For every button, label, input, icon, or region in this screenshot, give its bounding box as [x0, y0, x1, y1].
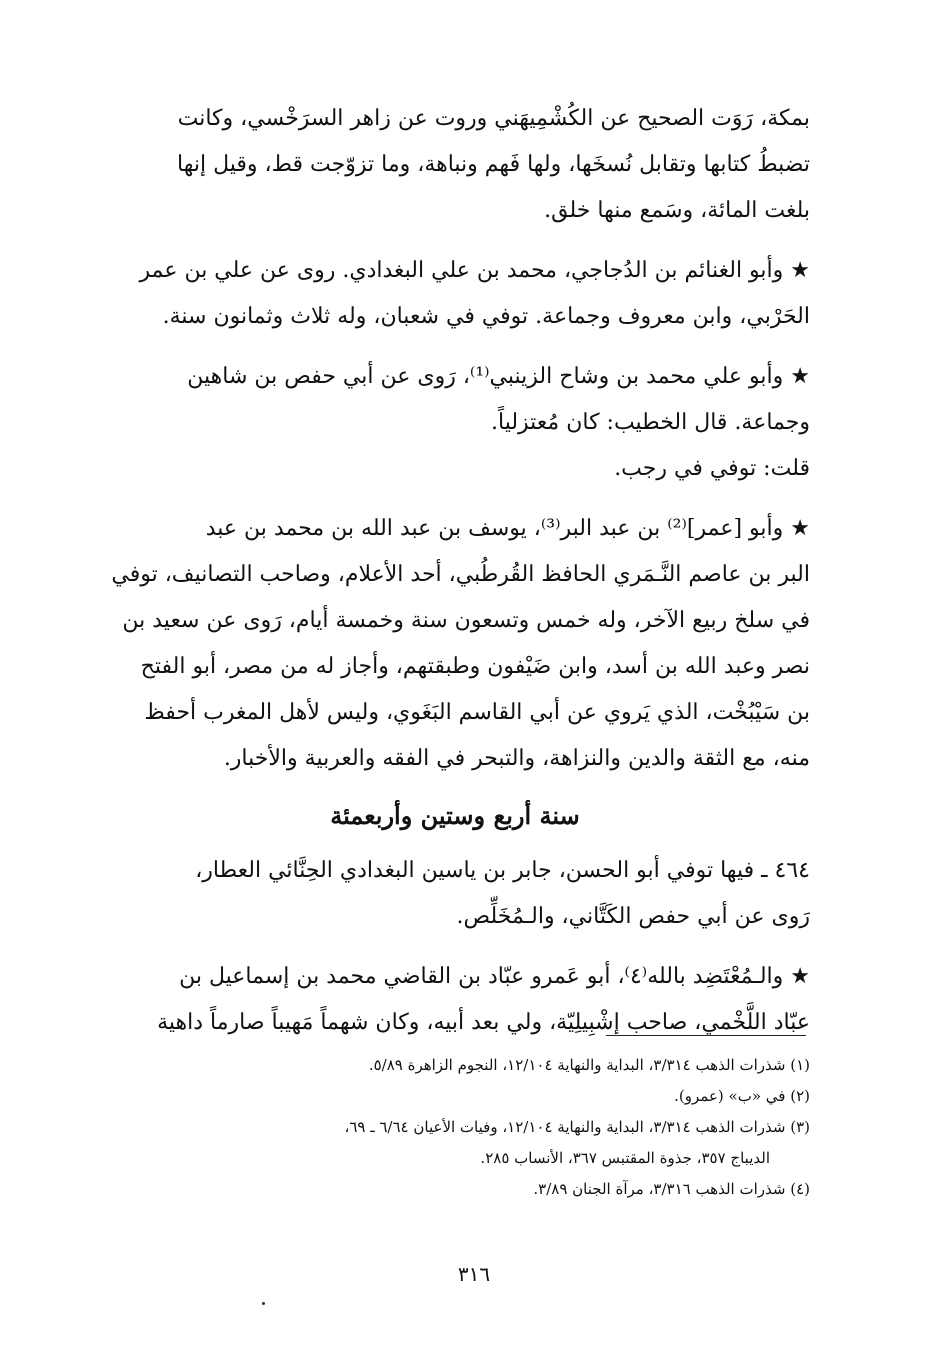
text-line: نصر وعبد الله بن أسد، وابن ضَيْفون وطبقتهم، وأجاز له من مصر، أبو الفتح [140, 654, 810, 679]
text-line: بلغت المائة، وسَمع منها خلق. [544, 198, 810, 223]
entry-paragraph-2 [100, 248, 810, 340]
text-line: عبّاد اللَّخْمي، صاحب إشْبِيلِيّة، ولي بعد أبيه، وكان شهماً مَهيباً صارماً داهية [157, 1010, 810, 1035]
footnote-4: (٤) شذرات الذهب ٣/٣١٦، مرآة الجنان ٣/٨٩. [533, 1180, 810, 1198]
section-heading: سنة أربع وستين وأربعمئة [330, 801, 580, 830]
text-line: ★ وأبو علي محمد بن وشاح الزينبي⁽¹⁾، رَوى عن أبي حفص بن شاهين [187, 364, 810, 389]
text-line: منه، مع الثقة والدين والنزاهة، والتبحر في الفقه والعربية والأخبار. [223, 746, 810, 771]
text-line: في سلخ ربيع الآخر، وله خمس وتسعون سنة وخمسة أيام، رَوى عن سعيد بن [122, 608, 810, 633]
text-line: ★ وأبو [عمر]⁽²⁾ بن عبد البر⁽³⁾، يوسف بن عبد الله بن محمد بن عبد [205, 516, 810, 541]
text-line: قلت: توفي في رجب. [614, 456, 810, 481]
footnote-1: (١) شذرات الذهب ٣/٣١٤، البداية والنهاية ١٢/١٠٤، النجوم الزاهرة ٥/٨٩. [368, 1056, 810, 1074]
text-line: بمكة، رَوَت الصحيح عن الكُشْمِيهَني وروت عن زاهر السرَخْسي، وكانت [177, 106, 810, 131]
page-body [100, 96, 810, 1060]
entry-paragraph-5 [100, 848, 810, 940]
entry-paragraph-1 [100, 96, 810, 234]
scan-speck [262, 1302, 265, 1305]
entry-paragraph-4 [100, 506, 810, 782]
text-line: ★ وأبو الغنائم بن الدُجاجي، محمد بن علي البغدادي. روى عن علي بن عمر [139, 258, 810, 283]
text-line: البر بن عاصم النَّـمَري الحافظ القُرطُبي، أحد الأعلام، وصاحب التصانيف، توفي [111, 562, 810, 587]
page-number: ٣١٦ [457, 1262, 491, 1286]
text-line: رَوى عن أبي حفص الكَتَّاني، والـمُخَلِّص. [456, 904, 810, 929]
footnote-divider [606, 1035, 806, 1036]
text-line: تضبطُ كتابها وتقابل نُسخَها، ولها فَهم ونباهة، وما تزوّجت قط، وقيل إنها [177, 152, 810, 177]
text-line: وجماعة. قال الخطيب: كان مُعتزلياً. [491, 410, 810, 435]
footnotes [110, 1050, 810, 1205]
footnote-3: (٣) شذرات الذهب ٣/٣١٤، البداية والنهاية ١٢/١٠٤، وفيات الأعيان ٦/٦٤ ـ ٦٩، [344, 1118, 810, 1136]
entry-paragraph-6 [100, 954, 810, 1046]
text-line: ٤٦٤ ـ فيها توفي أبو الحسن، جابر بن ياسين البغدادي الحِنَّائي العطار، [195, 858, 810, 883]
footnote-2: (٢) في «ب» (عمرو). [674, 1087, 810, 1105]
footnote-3-continued: الديباج ٣٥٧، جذوة المقتبس ٣٦٧، الأنساب ٢٨٥. [480, 1149, 770, 1167]
text-line: ★ والـمُعْتَضِد بالله⁽٤⁾، أبو عَمرو عبّاد بن القاضي محمد بن إسماعيل بن [179, 964, 810, 989]
text-line: الحَرْبي، وابن معروف وجماعة. توفي في شعبان، وله ثلاث وثمانون سنة. [162, 304, 810, 329]
text-line: بن سَيْبُخْت، الذي يَروي عن أبي القاسم البَغَوي، وليس لأهل المغرب أحفظ [144, 700, 810, 725]
entry-paragraph-3 [100, 354, 810, 492]
